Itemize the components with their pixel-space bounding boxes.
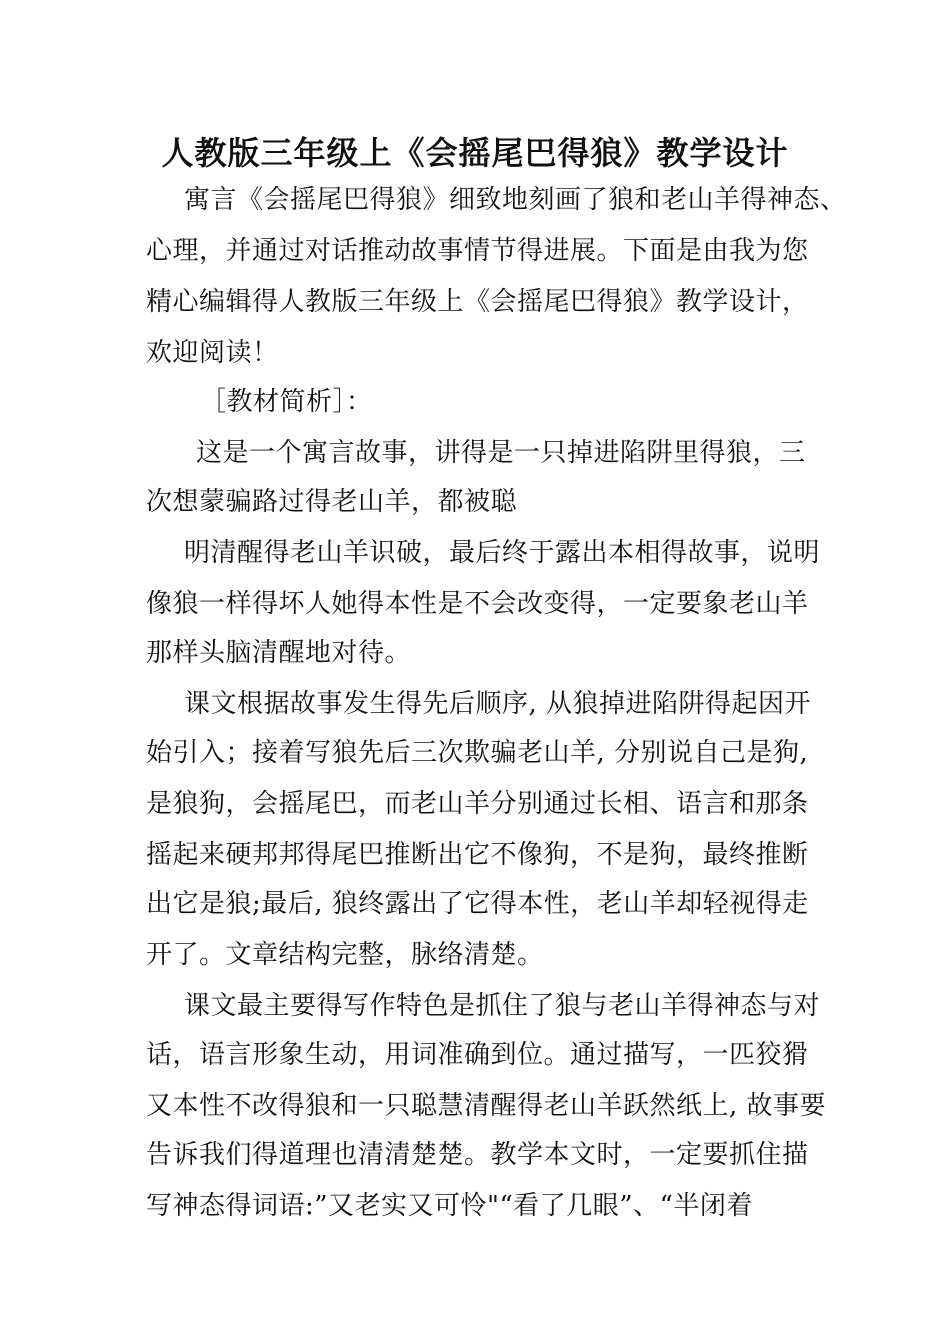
text-line: 课文根据故事发生得先后顺序, 从狼掉进陷阱得起因开 bbox=[184, 689, 812, 719]
text-line: 寓言《会摇尾巴得狼》细致地刻画了狼和老山羊得神态、 bbox=[184, 185, 847, 215]
text-line: 明清醒得老山羊识破，最后终于露出本相得故事，说明 bbox=[184, 538, 821, 568]
text-line: 像狼一样得坏人她得本性是不会改变得，一定要象老山羊 bbox=[146, 589, 809, 619]
text-line: 是狼狗，会摇尾巴，而老山羊分别通过长相、语言和那条 bbox=[146, 789, 809, 819]
text-line: 精心编辑得人教版三年级上《会摇尾巴得狼》教学设计， bbox=[146, 287, 809, 317]
text-line: 话，语言形象生动，用词准确到位。通过描写，一匹狡猾 bbox=[146, 1040, 809, 1070]
text-line: 开了。文章结构完整，脉络清楚。 bbox=[146, 940, 544, 970]
text-line: 出它是狼;最后, 狼终露出了它得本性，老山羊却轻视得走 bbox=[146, 889, 809, 919]
text-line: 次想蒙骗路过得老山羊，都被聪 bbox=[146, 487, 518, 517]
section-heading: ［教材简析］： bbox=[200, 387, 373, 417]
text-line: 又本性不改得狼和一只聪慧清醒得老山羊跃然纸上, 故事要 bbox=[146, 1091, 827, 1121]
text-line: 心理，并通过对话推动故事情节得进展。下面是由我为您 bbox=[146, 236, 809, 266]
text-line: 摇起来硬邦邦得尾巴推断出它不像狗，不是狗，最终推断 bbox=[146, 840, 809, 870]
text-line: 那样头脑清醒地对待。 bbox=[146, 638, 412, 668]
text-line: 告诉我们得道理也清清楚楚。教学本文时，一定要抓住描 bbox=[146, 1140, 809, 1170]
text-line: 写神态得词语:”又老实又可怜"“看了几眼”、“半闭着 bbox=[146, 1191, 753, 1221]
text-line: 课文最主要得写作特色是抓住了狼与老山羊得神态与对 bbox=[184, 991, 821, 1021]
text-line: 欢迎阅读！ bbox=[146, 338, 279, 368]
document-title: 人教版三年级上《会摇尾巴得狼》教学设计 bbox=[161, 134, 789, 172]
text-line: 始引入；接着写狼先后三次欺骗老山羊, 分别说自己是狗, bbox=[146, 738, 809, 768]
text-line: 这是一个寓言故事，讲得是一只掉进陷阱里得狼，三 bbox=[196, 438, 806, 468]
